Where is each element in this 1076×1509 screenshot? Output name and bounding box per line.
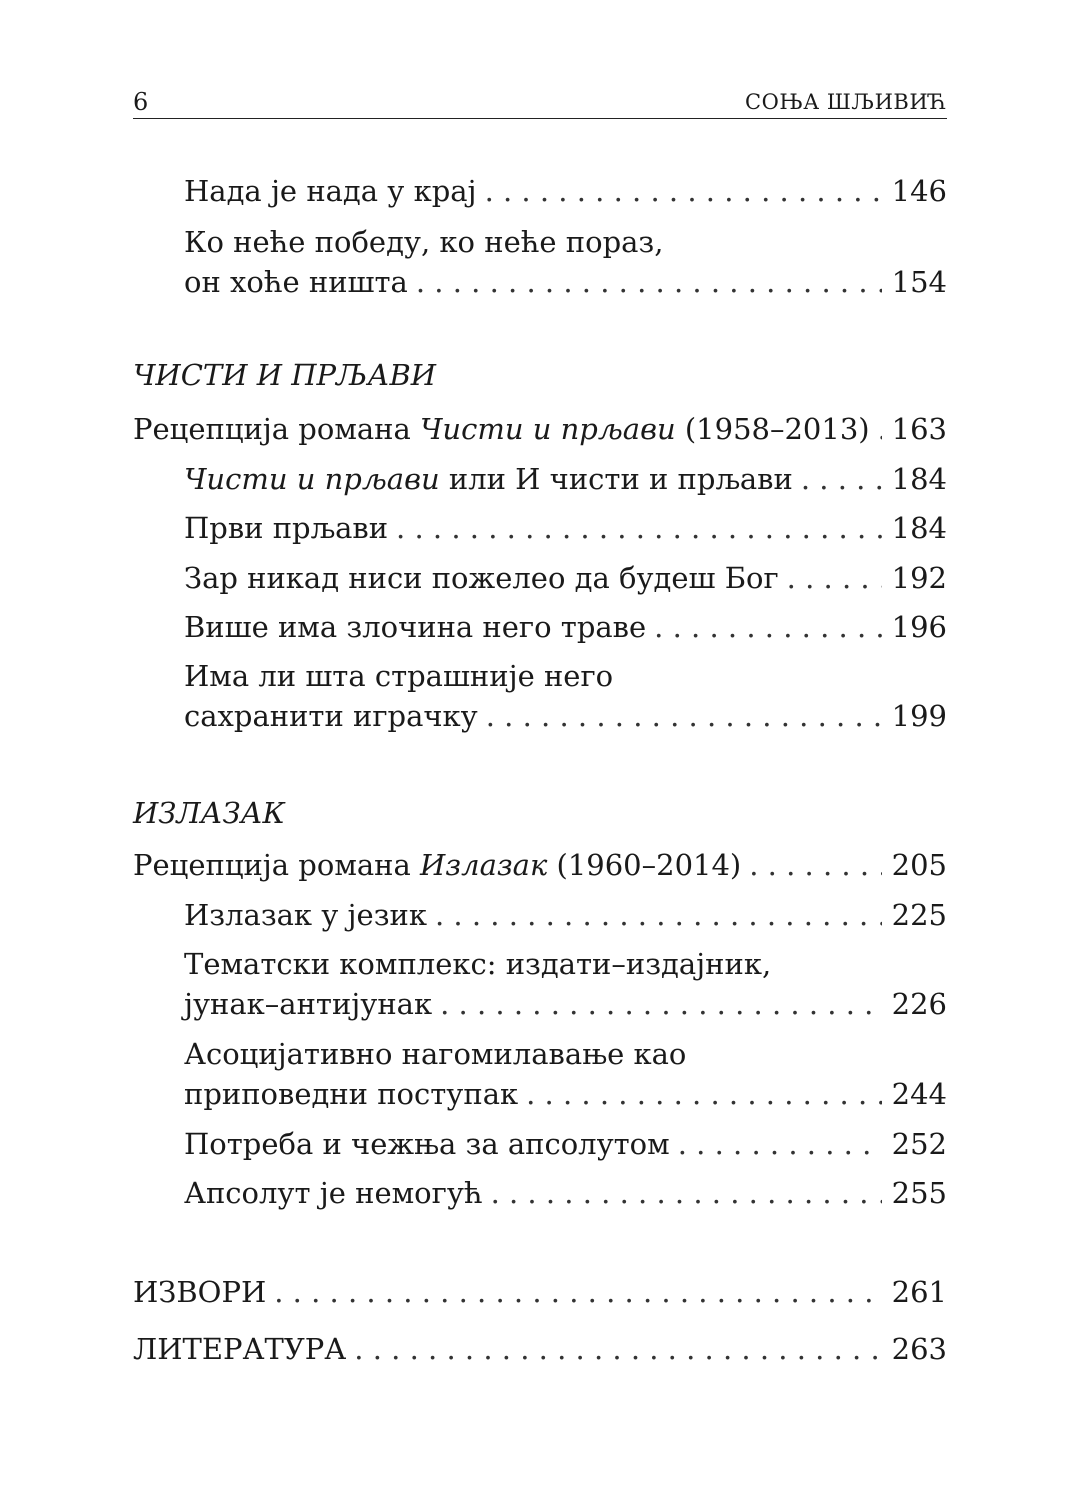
dot-leader bbox=[749, 845, 881, 885]
toc-main-entry bbox=[133, 409, 947, 449]
entry-page: 154 bbox=[891, 265, 947, 299]
dot-leader bbox=[526, 1074, 882, 1114]
toc-entry bbox=[184, 656, 947, 736]
entry-page: 226 bbox=[891, 987, 947, 1021]
toc-main-entry bbox=[133, 845, 947, 885]
author-name: СОЊА ШЉИВИЋ bbox=[745, 90, 947, 114]
entry-title: Зар никад ниси пожелео да будеш Бог bbox=[184, 561, 779, 595]
entry-page: 199 bbox=[891, 699, 947, 733]
entry-page: 244 bbox=[891, 1077, 947, 1111]
dot-leader bbox=[654, 607, 881, 647]
entry-title: јунак–антијунак bbox=[184, 987, 433, 1021]
entry-title: Први прљави bbox=[184, 511, 389, 545]
toc-entry bbox=[184, 459, 947, 499]
entry-title-line-1: Тематски комплекс: издати–издајник, bbox=[184, 947, 772, 981]
toc-entry bbox=[184, 607, 947, 647]
entry-page: 163 bbox=[891, 412, 947, 446]
entry-page: 205 bbox=[891, 848, 947, 882]
entry-page: 146 bbox=[891, 174, 947, 208]
entry-page: 255 bbox=[891, 1176, 947, 1210]
entry-page: 225 bbox=[891, 898, 947, 932]
entry-title: ЛИТЕРАТУРА bbox=[133, 1332, 347, 1366]
toc-entry bbox=[184, 222, 947, 302]
toc-entry bbox=[184, 1034, 947, 1114]
dot-leader bbox=[274, 1272, 881, 1312]
dot-leader bbox=[416, 262, 882, 302]
entry-title: ИЗВОРИ bbox=[133, 1275, 267, 1309]
section-title: ИЗЛАЗАК bbox=[133, 796, 285, 830]
dot-leader bbox=[440, 984, 882, 1024]
entry-title: Чисти и прљави или И чисти и прљави bbox=[184, 462, 793, 496]
toc-entry bbox=[184, 895, 947, 935]
toc-entry bbox=[184, 558, 947, 598]
section-title: ЧИСТИ И ПРЉАВИ bbox=[133, 358, 437, 392]
running-header bbox=[133, 82, 947, 119]
entry-title-line-1: Има ли шта страшније него bbox=[184, 659, 614, 693]
entry-title: Потреба и чежња за апсолутом bbox=[184, 1127, 670, 1161]
entry-title: приповедни поступак bbox=[184, 1077, 519, 1111]
toc-back-entry bbox=[133, 1272, 947, 1312]
dot-leader bbox=[486, 696, 882, 736]
dot-leader bbox=[801, 459, 882, 499]
entry-page: 261 bbox=[891, 1275, 947, 1309]
dot-leader bbox=[878, 409, 882, 449]
toc-entry bbox=[184, 508, 947, 548]
dot-leader bbox=[787, 558, 882, 598]
entry-title: он хоће ништа bbox=[184, 265, 408, 299]
entry-page: 263 bbox=[891, 1332, 947, 1366]
dot-leader bbox=[678, 1124, 882, 1164]
entry-page: 196 bbox=[891, 610, 947, 644]
entry-title-line-1: Ко неће победу, ко неће пораз, bbox=[184, 225, 664, 259]
entry-title: Више има злочина него траве bbox=[184, 610, 647, 644]
page-number: 6 bbox=[133, 88, 149, 116]
entry-title: Рецепција романа Чисти и прљави (1958–2013) bbox=[133, 412, 870, 446]
entry-title: Нада је нада у крај bbox=[184, 174, 477, 208]
entry-title: Излазак у језик bbox=[184, 898, 427, 932]
dot-leader bbox=[396, 508, 882, 548]
dot-leader bbox=[435, 895, 882, 935]
toc-entry bbox=[184, 171, 947, 211]
entry-page: 192 bbox=[891, 561, 947, 595]
entry-page: 184 bbox=[891, 511, 947, 545]
toc-entry bbox=[184, 1173, 947, 1213]
entry-page: 184 bbox=[891, 462, 947, 496]
toc-entry bbox=[184, 1124, 947, 1164]
entry-title: Апсолут је немогућ bbox=[184, 1176, 483, 1210]
toc-back-entry bbox=[133, 1329, 947, 1369]
entry-page: 252 bbox=[891, 1127, 947, 1161]
dot-leader bbox=[491, 1173, 882, 1213]
toc-entry bbox=[184, 944, 947, 1024]
dot-leader bbox=[354, 1329, 881, 1369]
entry-title-line-1: Асоцијативно нагомилавање као bbox=[184, 1037, 687, 1071]
entry-title: сахранити играчку bbox=[184, 699, 478, 733]
dot-leader bbox=[485, 171, 882, 211]
entry-title: Рецепција романа Излазак (1960–2014) bbox=[133, 848, 742, 882]
